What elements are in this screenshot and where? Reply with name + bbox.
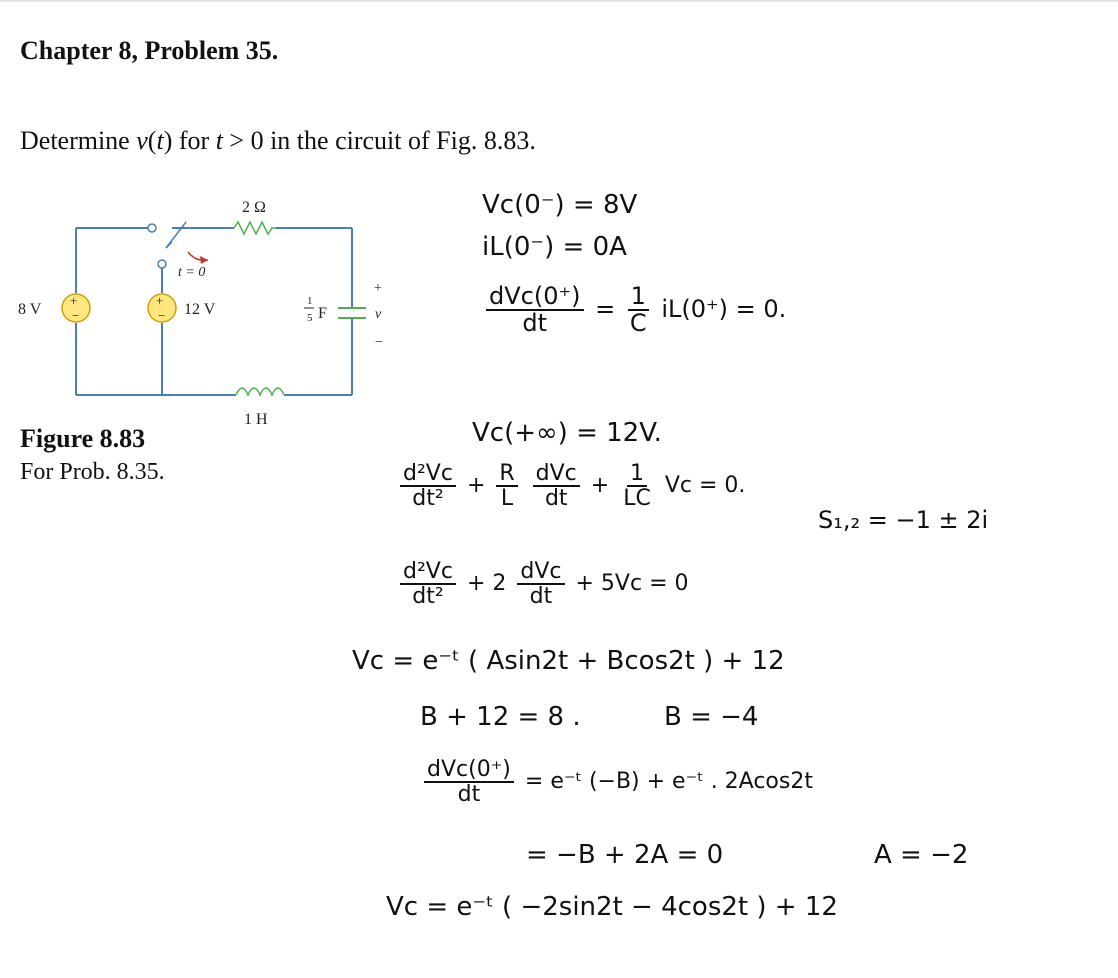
- figure-title: Figure 8.83: [20, 424, 146, 453]
- b-value: B = −4: [664, 702, 759, 732]
- derivative-simplified: = −B + 2A = 0: [526, 840, 724, 870]
- ode-general: $\frac{\text{d²Vc}}{\text{dt²}}$ + $\frac{R}{L}$ $\frac{\text{dVc}}{dt}$ + $\frac{1}{LC}$ Vc = 0.: [396, 462, 745, 510]
- voltage-var: v: [375, 307, 382, 322]
- final-value: Vc(+∞) = 12V.: [472, 418, 662, 448]
- circuit-diagram: [0, 180, 400, 430]
- source-8v-plus: +: [70, 293, 78, 308]
- capacitor-den: 5: [307, 312, 313, 324]
- voltage-minus: −: [375, 335, 383, 350]
- source-12v-label: 12 V: [184, 301, 216, 318]
- a-value: A = −2: [874, 840, 969, 870]
- general-solution: Vc = e⁻ᵗ ( Asin2t + Bcos2t ) + 12: [352, 646, 785, 676]
- source-12v-plus: +: [156, 293, 164, 308]
- problem-statement: Determine v(t) for t > 0 in the circuit of Fig. 8.83.: [20, 126, 536, 155]
- source-8v-label: 8 V: [18, 301, 42, 318]
- final-solution: Vc = e⁻ᵗ ( −2sin2t − 4cos2t ) + 12: [386, 892, 838, 922]
- inductor-label: 1 H: [244, 411, 268, 428]
- initial-inductor-current: iL(0⁻) = 0A: [482, 232, 627, 262]
- figure-caption: For Prob. 8.35.: [20, 459, 165, 485]
- initial-derivative-frac: $\frac{\text{dVc(0⁺)}}{dt}$: [486, 284, 584, 336]
- one-over-c-frac: $\frac{1}{C}$: [627, 284, 650, 336]
- ode-numeric: $\frac{\text{d²Vc}}{\text{dt²}}$ + 2 $\frac{\text{dVc}}{dt}$ + 5Vc = 0: [396, 560, 689, 608]
- top-divider: [0, 0, 1118, 2]
- characteristic-roots: S₁,₂ = −1 ± 2i: [818, 506, 989, 534]
- switch-label: t = 0: [178, 265, 206, 280]
- initial-derivative-eq: $\frac{\text{dVc(0⁺)}}{dt}$ = $\frac{1}{C}$ iL(0⁺) = 0.: [482, 284, 786, 336]
- initial-capacitor-voltage: Vc(0⁻) = 8V: [482, 190, 638, 220]
- resistor-label: 2 Ω: [242, 199, 266, 216]
- source-12v-minus: −: [158, 308, 166, 323]
- derivative-condition: $\frac{\text{dVc(0⁺)}}{dt}$ = e⁻ᵗ (−B) + e⁻ᵗ . 2Acos2t: [420, 758, 813, 806]
- source-8v-minus: −: [72, 308, 80, 323]
- capacitor-unit: F: [318, 305, 327, 322]
- chapter-title: Chapter 8, Problem 35.: [20, 36, 279, 65]
- voltage-plus: +: [374, 281, 382, 296]
- capacitor-num: 1: [307, 295, 313, 307]
- b-equation: B + 12 = 8 .: [420, 702, 581, 732]
